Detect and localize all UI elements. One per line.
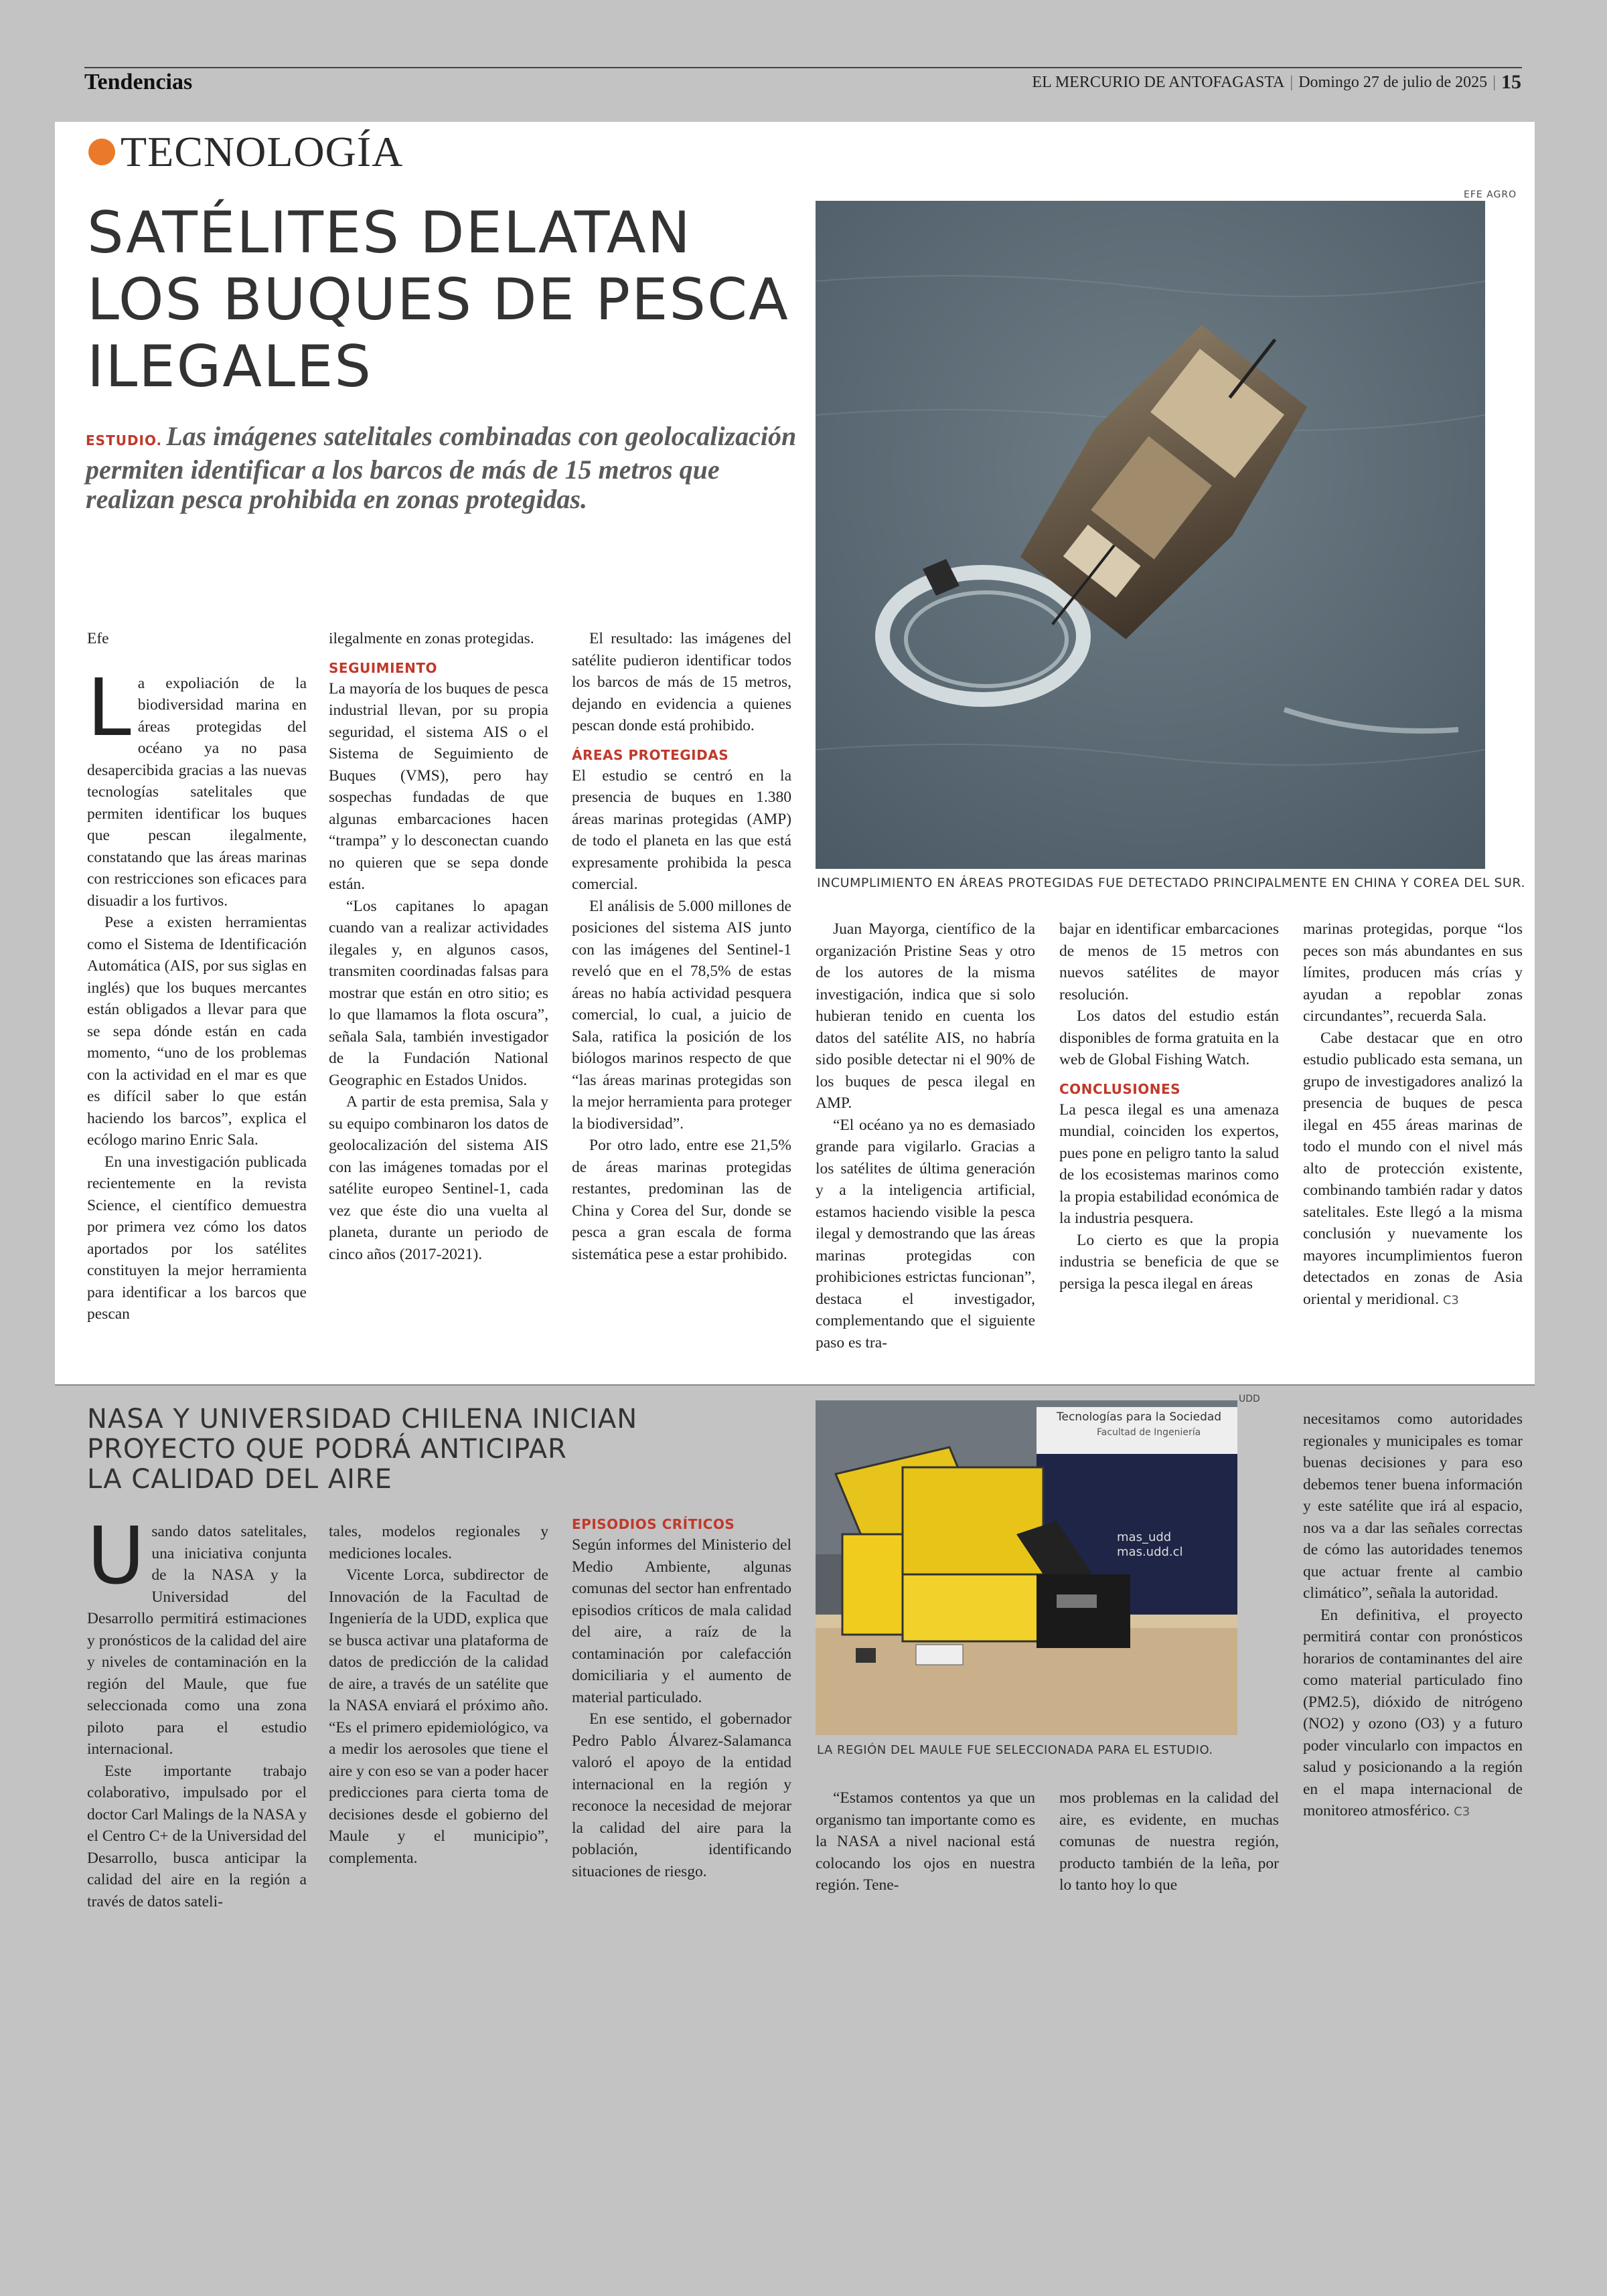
end-mark: C3	[1442, 1293, 1459, 1307]
article-column	[572, 628, 791, 1370]
article-column	[329, 1521, 548, 1909]
paragraph: “Los capitanes lo apagan cuando van a realizar actividades ilegales y, en algunos casos, transmiten coordinadas falsas para mostrar que están en otro sitio; es lo que llamamos la flota oscura”, señala Sala, también investigador de la Fundación National Geographic en Estados Unidos.	[329, 897, 548, 1089]
air-monitor-photo	[816, 1400, 1237, 1735]
issue-date: Domingo 27 de julio de 2025	[1298, 73, 1488, 91]
article-column	[87, 1521, 307, 1909]
headline-line: LOS BUQUES DE PESCA	[87, 266, 789, 333]
separator: |	[1290, 73, 1294, 91]
headline-line: SATÉLITES DELATAN	[87, 199, 692, 266]
svg-text:mas.udd.cl: mas.udd.cl	[1117, 1545, 1183, 1559]
photo-credit: EFE AGRO	[1464, 189, 1517, 200]
paragraph: La pesca ilegal es una amenaza mundial, coinciden los expertos, pues pone en peligro tanto la salud de los ecosistemas marinos como la propia estabilidad económica de la industria pesquera.	[1059, 1100, 1279, 1227]
paragraph: bajar en identificar embarcaciones de menos de 15 metros con nuevos satélites de mayor resolución.	[1059, 920, 1279, 1003]
fishing-vessel-photo	[816, 201, 1485, 869]
paragraph: La expoliación de la biodiversidad marina en áreas protegidas del océano ya no pasa desapercibida gracias a las nuevas tecnologías satelitales que permiten identificar los buques que pescan ilegalmente, constatando que las áreas marinas con restricciones son eficaces para disuadir a los furtivos.	[87, 661, 307, 910]
page-number: 15	[1501, 71, 1521, 93]
photo-caption: INCUMPLIMIENTO EN ÁREAS PROTEGIDAS FUE DETECTADO PRINCIPALMENTE EN CHINA Y COREA DEL SUR.	[817, 876, 1525, 890]
paragraph: necesitamos como autoridades regionales y municipales es tomar buenas decisiones y para eso debemos tener buena información y este satélite que irá al espacio, nos va a dar las señales correctas de cómo las autoridades tenemos que actuar frente al cambio climático”, señala la autoridad.	[1303, 1410, 1523, 1602]
paragraph: Cabe destacar que en otro estudio publicado esta semana, un grupo de investigadores analizó la presencia de buques de pesca ilegal en 455 áreas marinas de todo el mundo con el nivel más alto de protección existente, combinando también radar y datos satelitales. Este llegó a la misma conclusión y nuevamente los mayores incumplimientos fueron detectados en zonas de Asia oriental y meridional. C3	[1303, 1029, 1523, 1308]
header-top-rule	[84, 67, 1522, 68]
photo-caption: LA REGIÓN DEL MAULE FUE SELECCIONADA PARA EL ESTUDIO.	[817, 1743, 1213, 1757]
paragraph: El estudio se centró en la presencia de buques en 1.380 áreas marinas protegidas (AMP) de todo el planeta en las que está expresamente prohibida la pesca comercial.	[572, 766, 791, 893]
paragraph: tales, modelos regionales y mediciones locales.	[329, 1523, 548, 1562]
article-column	[816, 1787, 1035, 1909]
paragraph: “El océano ya no es demasiado grande para vigilarlo. Gracias a los satélites de última generación y a la inteligencia artificial, estamos haciendo visible la pesca ilegal y demostrando que las áreas marinas protegidas con prohibiciones estrictas funcionan”, destaca el investigador, complementando que el siguiente paso es tra-	[816, 1116, 1035, 1351]
paragraph: Por otro lado, entre ese 21,5% de áreas marinas protegidas restantes, predominan las de China y Corea del Sur, donde se pesca a gran escala de forma sistemática pese a estar prohibido.	[572, 1137, 791, 1263]
paragraph: ilegalmente en zonas protegidas.	[329, 630, 534, 647]
paragraph: La mayoría de los buques de pesca industrial llevan, por su propia seguridad, el sistema AIS o el Sistema de Seguimiento de Buques (VMS), pero hay sospechas fundadas de que algunas embarcaciones hacen “trampa” y lo desconectan cuando no quieren que se sepa donde están.	[329, 679, 548, 893]
ship-image-icon	[816, 201, 1485, 869]
separator: |	[1493, 73, 1496, 91]
article-column	[572, 1514, 791, 1909]
drop-cap: U	[87, 1521, 145, 1602]
svg-text:Facultad de Ingeniería: Facultad de Ingeniería	[1097, 1427, 1201, 1438]
section-kicker	[88, 127, 403, 177]
end-mark: C3	[1454, 1805, 1470, 1819]
paragraph: Los datos del estudio están disponibles de forma gratuita en la web de Global Fishing Watch.	[1059, 1007, 1279, 1068]
svg-text:mas_udd: mas_udd	[1117, 1530, 1172, 1544]
paragraph: El análisis de 5.000 millones de posiciones del sistema AIS junto con las imágenes del Sentinel-1 reveló que en el 78,5% de estas áreas no había actividad pesquera comercial, lo cual, a juicio de Sala, ratifica la posición de los biólogos marinos respecto de que “las áreas marinas protegidas son la mejor herramienta para proteger la biodiversidad”.	[572, 897, 791, 1133]
drop-cap: L	[87, 661, 131, 754]
article-headline	[87, 199, 810, 400]
section-name: Tendencias	[84, 70, 193, 94]
paragraph: Vicente Lorca, subdirector de Innovación de la Facultad de Ingeniería de la UDD, explica que se busca activar una plataforma de datos de predicción de la calidad de aire, a través de un satélite que la NASA enviará el próximo año. “Es el primero epidemiológico, va a medir los aerosoles que tiene el aire y con eso se van a poder hacer predicciones para cierta toma de decisiones desde el gobierno del Maule y el municipio”, complementa.	[329, 1566, 548, 1867]
masthead-info	[1032, 71, 1521, 94]
subheading: EPISODIOS CRÍTICOS	[572, 1516, 735, 1532]
paragraph: Según informes del Ministerio del Medio Ambiente, algunas comunas del sector han enfrentado episodios críticos de mala calidad del aire, a raíz de la contaminación por calefacción domiciliaria y el aumento de material particulado.	[572, 1536, 791, 1706]
kicker-label: TECNOLOGÍA	[121, 128, 404, 175]
article-deck	[86, 422, 809, 514]
svg-text:Tecnologías para la Sociedad: Tecnologías para la Sociedad	[1057, 1410, 1222, 1424]
headline-line: LA CALIDAD DEL AIRE	[87, 1464, 392, 1495]
paragraph: Usando datos satelitales, una iniciativa conjunta de la NASA y la Universidad del Desarrollo permitirá estimaciones y pronósticos de la calidad del aire y niveles de contaminación en la región del Maule, que fue seleccionada como una zona piloto para el estudio internacional.	[87, 1521, 307, 1758]
paragraph: “Estamos contentos ya que un organismo tan importante como es la NASA a nivel nacional está colocando los ojos en nuestra región. Tene-	[816, 1789, 1035, 1894]
paragraph: Lo cierto es que la propia industria se beneficia de que se persiga la pesca ilegal en áreas	[1059, 1231, 1279, 1293]
article-column	[1303, 1408, 1523, 1909]
paragraph: En definitiva, el proyecto permitirá contar con pronósticos horarios de contaminantes del aire como material particulado fino (PM2.5), dióxido de nitrógeno (NO2) y ozono (O3) y a futuro poder vincularlo con impactos en salud y posicionando a la región en el mapa internacional de monitoreo atmosférico. C3	[1303, 1606, 1523, 1819]
paragraph: El resultado: las imágenes del satélite pudieron identificar todos los barcos de más de 15 metros, dejando en evidencia a quienes pescan donde está prohibido.	[572, 630, 791, 734]
subheading: ÁREAS PROTEGIDAS	[572, 746, 729, 763]
paragraph: mos problemas en la calidad del aire, es evidente, en muchas comunas de nuestra región, producto también de la leña, por lo tanto hoy lo que	[1059, 1789, 1279, 1894]
paragraph: Pese a existen herramientas como el Sistema de Identificación Automática (AIS, por sus siglas en inglés) que los buques mercantes están obligados a llevar para que se sepa dónde están en cada momento, “uno de los problemas con la actividad en el mar es que es difícil saber lo que están haciendo los barcos”, explica el ecólogo marino Enric Sala.	[87, 914, 307, 1149]
article-column	[1303, 918, 1523, 1370]
article-column	[87, 628, 307, 1370]
publication-name: EL MERCURIO DE ANTOFAGASTA	[1032, 73, 1285, 91]
subheading: CONCLUSIONES	[1059, 1080, 1181, 1097]
photo-credit: UDD	[1239, 1394, 1260, 1404]
equipment-image-icon	[816, 1400, 1237, 1735]
article-column	[816, 918, 1035, 1370]
byline: Efe	[87, 630, 109, 647]
paragraph: marinas protegidas, porque “los peces son más abundantes en sus límites, producen más crías y ayudan a repoblar zonas circundantes”, recuerda Sala.	[1303, 920, 1523, 1025]
deck-text: Las imágenes satelitales combinadas con geolocalización permiten identificar a los barcos de más de 15 metros que realizan pesca prohibida en zonas protegidas.	[86, 421, 797, 514]
kicker-dot-icon	[88, 139, 115, 165]
article-column	[1059, 1787, 1279, 1909]
article-column	[1059, 918, 1279, 1370]
article-column	[329, 628, 548, 1370]
subheading: SEGUIMIENTO	[329, 659, 438, 676]
paragraph: Este importante trabajo colaborativo, impulsado por el doctor Carl Malings de la NASA y el Centro C+ de la Universidad del Desarrollo, busca anticipar la calidad del aire en la región a través de datos sateli-	[87, 1762, 307, 1909]
paragraph: A partir de esta premisa, Sala y su equipo combinaron los datos de geolocalización del sistema AIS con las imágenes tomadas por el satélite europeo Sentinel-1, cada vez que éste dio una vuelta al planeta, durante un periodo de cinco años (2017-2021).	[329, 1093, 548, 1263]
paragraph: En una investigación publicada recientemente en la revista Science, el científico demuestra por primera vez cómo los datos aportados por los satélites constituyen la mejor herramienta para identificar a los barcos que pescan	[87, 1153, 307, 1323]
paragraph: En ese sentido, el gobernador Pedro Pablo Álvarez-Salamanca valoró el apoyo de la entidad internacional en la región y reconoce la necesidad de mejorar la calidad del aire para la población, identificando situaciones de riesgo.	[572, 1710, 791, 1880]
paragraph: Juan Mayorga, científico de la organización Pristine Seas y otro de los autores de la misma investigación, indica que si solo hubieran tenido en cuenta los datos del satélite AIS, no habría sido posible detectar ni el 90% de los buques de pesca ilegal en AMP.	[816, 920, 1035, 1112]
second-article-headline	[87, 1404, 690, 1495]
headline-line: PROYECTO QUE PODRÁ ANTICIPAR	[87, 1434, 567, 1465]
headline-line: ILEGALES	[87, 333, 372, 400]
headline-line: NASA Y UNIVERSIDAD CHILENA INICIAN	[87, 1404, 638, 1434]
deck-label: ESTUDIO.	[86, 432, 163, 448]
article-divider	[55, 1384, 1535, 1386]
